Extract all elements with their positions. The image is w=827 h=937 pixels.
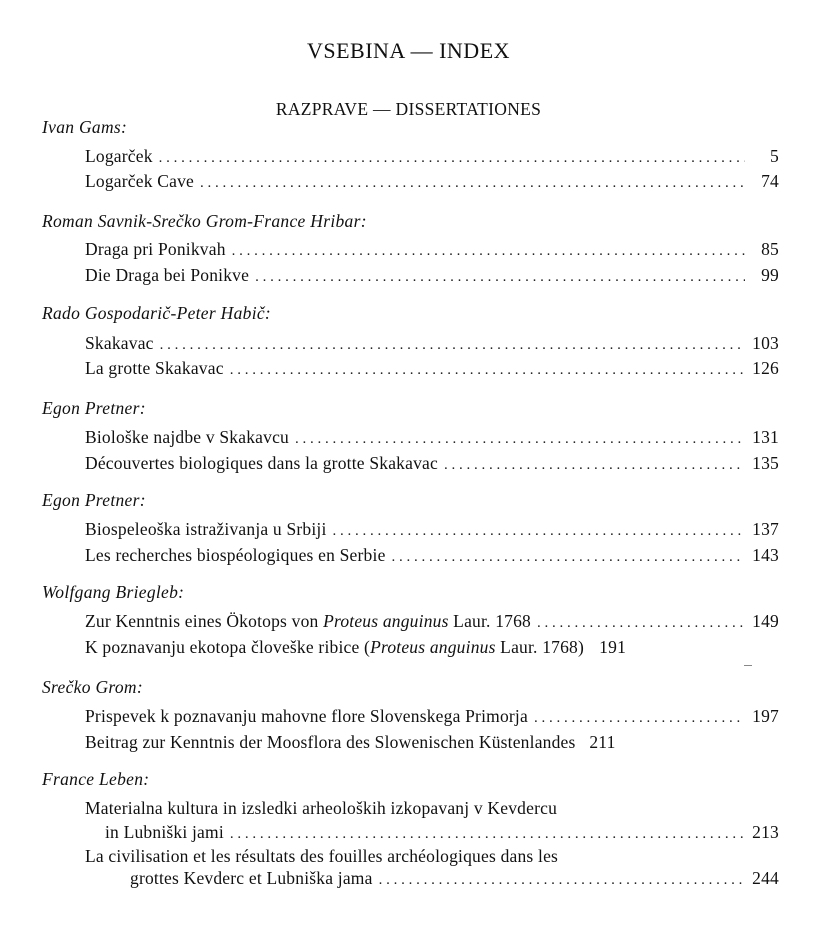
dot-leader [295, 428, 745, 450]
dot-leader [534, 707, 745, 729]
dot-leader [392, 546, 745, 568]
page-number: 103 [752, 333, 779, 353]
page-number: 74 [761, 171, 779, 191]
toc-entry [85, 731, 779, 753]
toc-entry [85, 145, 779, 169]
dot-leader [160, 334, 745, 356]
entry-title: Prispevek k poznavanju mahovne flore Slovenskega Primorja [85, 706, 528, 726]
author-name: Wolfgang Briegleb: [42, 582, 185, 602]
page-number: 131 [752, 427, 779, 447]
entry-title-line: Materialna kultura in izsledki arheoloških izkopavanj v Kevdercu [85, 798, 558, 818]
entry-title: Die Draga bei Ponikve [85, 265, 250, 285]
stray-mark [744, 665, 752, 666]
species-name: Proteus anguinus [370, 637, 496, 657]
page-number: 5 [770, 146, 779, 166]
dot-leader [379, 869, 745, 891]
page-number: 143 [752, 545, 779, 565]
dot-leader [232, 240, 745, 262]
page-number: 85 [761, 239, 779, 259]
toc-entry [130, 867, 779, 891]
toc-entry [85, 610, 779, 634]
page-number: 197 [752, 706, 779, 726]
page-number: 149 [752, 611, 779, 631]
entry-title: Biospeleoška istraživanja u Srbiji [85, 519, 327, 539]
section-heading: RAZPRAVE — DISSERTATIONES [275, 99, 542, 119]
author-name: Srečko Grom: [42, 677, 143, 697]
toc-entry [85, 332, 779, 356]
dot-leader [230, 823, 745, 845]
page-number: 99 [761, 265, 779, 285]
toc-entry [85, 170, 779, 194]
toc-entry [85, 544, 779, 568]
toc-entry [85, 238, 779, 262]
toc-entry [85, 705, 779, 729]
page-number: 137 [752, 519, 779, 539]
page-number: 211 [589, 732, 616, 752]
page-number: 244 [752, 868, 779, 888]
entry-title: Biološke najdbe v Skakavcu [85, 427, 289, 447]
dot-leader [230, 359, 745, 381]
entry-title: Zur Kenntnis eines Ökotops von Proteus anguinus Laur. 1768 [85, 611, 532, 631]
author-name: Ivan Gams: [42, 117, 128, 137]
page-number: 191 [599, 637, 627, 657]
entry-title: Skakavac [85, 333, 154, 353]
author-name: Egon Pretner: [42, 490, 146, 510]
page-number: 126 [752, 358, 779, 378]
entry-title: grottes Kevderc et Lubniška jama [130, 868, 373, 888]
dot-leader [255, 266, 745, 288]
toc-entry [85, 426, 779, 450]
dot-leader [444, 454, 745, 476]
author-name: Rado Gospodarič-Peter Habič: [42, 303, 272, 323]
entry-title: K poznavanju ekotopa človeške ribice (Proteus anguinus Laur. 1768) [85, 637, 585, 657]
toc-entry [85, 264, 779, 288]
author-name: Roman Savnik-Srečko Grom-France Hribar: [42, 211, 367, 231]
page-number: 135 [752, 453, 779, 473]
entry-title: Logarček Cave [85, 171, 195, 191]
page-title: VSEBINA — INDEX [306, 38, 511, 63]
dot-leader [159, 147, 745, 169]
toc-entry [85, 357, 779, 381]
page-number: 213 [752, 822, 779, 842]
entry-title: Logarček [85, 146, 153, 166]
toc-entry [85, 452, 779, 476]
entry-title: in Lubniški jami [105, 822, 224, 842]
author-name: Egon Pretner: [42, 398, 146, 418]
dot-leader [200, 172, 745, 194]
entry-title: Les recherches biospéologiques en Serbie [85, 545, 386, 565]
entry-title-line: La civilisation et les résultats des fouilles archéologiques dans les [85, 846, 559, 866]
dot-leader [537, 612, 745, 634]
entry-title: Draga pri Ponikvah [85, 239, 226, 259]
entry-title: Découvertes biologiques dans la grotte Skakavac [85, 453, 438, 473]
toc-entry [85, 518, 779, 542]
toc-entry [105, 821, 779, 845]
entry-title: Beitrag zur Kenntnis der Moosflora des Slowenischen Küstenlandes [85, 732, 576, 752]
toc-entry [85, 636, 779, 658]
author-name: France Leben: [42, 769, 150, 789]
entry-title: La grotte Skakavac [85, 358, 224, 378]
species-name: Proteus anguinus [323, 611, 449, 631]
dot-leader [333, 520, 745, 542]
